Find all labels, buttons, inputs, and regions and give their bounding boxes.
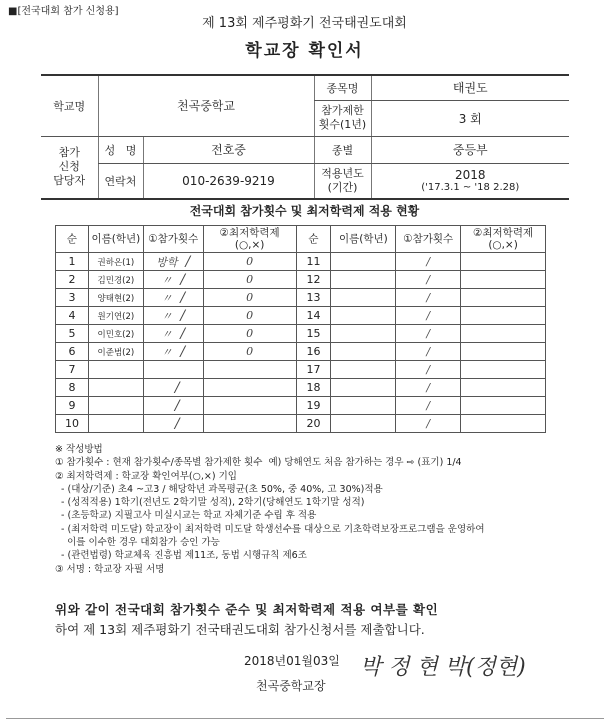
participation-count	[143, 343, 203, 361]
row-no: 5	[56, 325, 89, 343]
participation-count	[143, 361, 203, 379]
participation-count: /	[396, 397, 461, 415]
row-no: 17	[296, 361, 331, 379]
participation-count: /	[396, 379, 461, 397]
handwritten-mark: 방학	[156, 255, 178, 269]
student-name	[331, 271, 396, 289]
instruction-line: - (관련법령) 학교체육 진흥법 제11조, 동법 시행규칙 제6조	[55, 550, 307, 562]
handwritten-mark: 〃	[161, 345, 173, 359]
row-no: 19	[296, 397, 331, 415]
min-academic-check	[461, 379, 546, 397]
school-name-label: 학교명	[41, 75, 98, 136]
table-row	[56, 415, 546, 433]
row-no: 20	[296, 415, 331, 433]
min-academic-check	[203, 397, 296, 415]
student-name	[331, 325, 396, 343]
student-name: 권하온(1)	[88, 253, 143, 271]
student-name	[88, 415, 143, 433]
year-value: 2018	[454, 168, 486, 183]
limit-value: 3 회	[371, 100, 569, 136]
participation-count	[143, 307, 203, 325]
division-value: 중등부	[371, 136, 569, 163]
instruction-line: ※ 작성방법	[55, 444, 103, 455]
confirmation-text	[55, 600, 575, 640]
header-count-2: ①참가횟수	[396, 226, 461, 253]
year-label: 적용년도 (기간)	[314, 163, 371, 199]
instruction-line: - (최저학력 미도달) 학교장이 최저학력 미도달 학생선수를 대상으로 기초학력보장프로그램을 운영하여	[55, 523, 485, 535]
count-slash: /	[180, 307, 186, 324]
year-cell	[371, 163, 569, 199]
row-no: 10	[56, 415, 89, 433]
instruction-line: ③ 서명 : 학교장 자필 서명	[55, 563, 165, 575]
event-title: 제 13회 제주평화기 전국태권도대회	[202, 16, 407, 31]
document-title: 학교장 확인서	[245, 41, 364, 61]
instruction-line: 이를 이수한 경우 대회참가 승인 가능	[55, 537, 220, 549]
row-no: 1	[56, 253, 89, 271]
count-slash: /	[174, 397, 180, 414]
participation-count	[143, 415, 203, 433]
participation-count: /	[396, 289, 461, 307]
min-academic-check	[461, 271, 546, 289]
table-row	[56, 343, 546, 361]
row-no: 11	[296, 253, 331, 271]
section-title: 전국대회 참가횟수 및 최저학력제 적용 현황	[189, 204, 420, 218]
row-no: 12	[296, 271, 331, 289]
handwritten-mark: 〃	[161, 291, 173, 305]
row-no: 16	[296, 343, 331, 361]
name-value: 전호중	[143, 136, 314, 163]
header-name: 이름(학년)	[88, 226, 143, 253]
participation-count: /	[396, 271, 461, 289]
applicant-label: 참가 신청 담당자	[41, 136, 98, 199]
principal-title: 천곡중학교장	[256, 679, 326, 693]
instruction-line: ② 최저학력제 : 학교장 확인여부(○,×) 기입	[55, 470, 237, 482]
table-row	[56, 289, 546, 307]
min-academic-check: 0	[203, 289, 296, 307]
limit-label: 참가제한 횟수(1년)	[314, 100, 371, 136]
min-academic-check: 0	[203, 271, 296, 289]
min-academic-check	[461, 307, 546, 325]
min-academic-check	[461, 397, 546, 415]
header-no-2: 순	[296, 226, 331, 253]
table-row	[56, 397, 546, 415]
student-name	[331, 379, 396, 397]
handwritten-mark: 〃	[161, 327, 173, 341]
student-name	[88, 361, 143, 379]
participation-count: /	[396, 325, 461, 343]
table-row	[56, 325, 546, 343]
header-min: ②최저학력제 (○,×)	[203, 226, 296, 253]
count-slash: /	[174, 379, 180, 396]
row-no: 14	[296, 307, 331, 325]
division-label: 종별	[314, 136, 371, 163]
table-header-row	[56, 226, 546, 253]
min-academic-check	[203, 415, 296, 433]
student-name: 양태현(2)	[88, 289, 143, 307]
school-name-value: 천곡중학교	[98, 75, 314, 136]
header-no: 순	[56, 226, 89, 253]
info-table	[41, 74, 569, 200]
table-row	[56, 307, 546, 325]
student-name	[331, 343, 396, 361]
student-name	[331, 289, 396, 307]
participation-count	[143, 253, 203, 271]
header-count: ①참가횟수	[143, 226, 203, 253]
principal-signature: 박 정 현 박(정현)	[360, 655, 526, 680]
participation-count	[143, 289, 203, 307]
participation-count	[143, 325, 203, 343]
row-no: 8	[56, 379, 89, 397]
instruction-line: - (대상/기준) 초4 ~고3 / 해당학년 과목평균(초 50%, 중 40%, 고 30%)적용	[55, 483, 383, 495]
handwritten-mark: 〃	[161, 273, 173, 287]
handwritten-mark: 〃	[161, 309, 173, 323]
row-no: 18	[296, 379, 331, 397]
min-academic-check	[461, 289, 546, 307]
min-academic-check	[203, 361, 296, 379]
year-period: ('17.3.1 ~ '18 2.28)	[421, 182, 520, 194]
min-academic-check	[461, 253, 546, 271]
row-no: 2	[56, 271, 89, 289]
count-slash: /	[180, 343, 186, 360]
row-no: 15	[296, 325, 331, 343]
row-no: 4	[56, 307, 89, 325]
min-academic-check	[461, 361, 546, 379]
table-row	[56, 379, 546, 397]
min-academic-check	[461, 415, 546, 433]
participation-count	[143, 271, 203, 289]
row-no: 13	[296, 289, 331, 307]
instruction-line: ① 참가횟수 : 현재 참가횟수/종목별 참가제한 횟수 예) 당해연도 처음 참가하는 경우 ⇨ (표기) 1/4	[55, 457, 462, 469]
min-academic-check: 0	[203, 253, 296, 271]
student-name	[331, 397, 396, 415]
document-date: 2018년01월03일	[244, 654, 340, 668]
name-label: 성 명	[98, 136, 143, 163]
event-label: 종목명	[314, 75, 371, 100]
confirm-line-2: 하여 제 13회 제주평화기 전국태권도대회 참가신청서를 제출합니다.	[55, 622, 425, 637]
participation-count	[143, 397, 203, 415]
instructions	[55, 443, 595, 576]
contact-value: 010-2639-9219	[143, 163, 314, 199]
count-slash: /	[185, 253, 191, 270]
student-name: 원기연(2)	[88, 307, 143, 325]
row-no: 7	[56, 361, 89, 379]
count-slash: /	[180, 325, 186, 342]
table-row	[56, 271, 546, 289]
header-name-2: 이름(학년)	[331, 226, 396, 253]
student-name	[331, 361, 396, 379]
table-row	[56, 361, 546, 379]
instruction-line: - (초등학교) 지필고사 미실시교는 학교 자체기준 수립 후 적용	[55, 510, 317, 522]
min-academic-check	[203, 379, 296, 397]
event-value: 태권도	[371, 75, 569, 100]
student-name	[331, 307, 396, 325]
student-name: 이준범(2)	[88, 343, 143, 361]
participation-count: /	[396, 253, 461, 271]
contact-label: 연락처	[98, 163, 143, 199]
student-name	[88, 379, 143, 397]
count-slash: /	[180, 289, 186, 306]
min-academic-check	[461, 343, 546, 361]
bottom-rule	[6, 718, 604, 719]
participation-count: /	[396, 361, 461, 379]
participation-count: /	[396, 415, 461, 433]
header-min-2: ②최저학력제 (○,×)	[461, 226, 546, 253]
confirm-line-1: 위와 같이 전국대회 참가횟수 준수 및 최저학력제 적용 여부를 확인	[55, 602, 439, 617]
instruction-line: - (성적적용) 1학기(전년도 2학기말 성적), 2학기(당해연도 1학기말 성적)	[55, 497, 365, 509]
student-name: 이민호(2)	[88, 325, 143, 343]
participation-count	[143, 379, 203, 397]
row-no: 6	[56, 343, 89, 361]
min-academic-check: 0	[203, 343, 296, 361]
row-no: 3	[56, 289, 89, 307]
student-name: 김민경(2)	[88, 271, 143, 289]
form-tag: ■[전국대회 참가 신청용]	[8, 6, 119, 17]
row-no: 9	[56, 397, 89, 415]
count-slash: /	[180, 271, 186, 288]
student-name	[331, 253, 396, 271]
participation-count: /	[396, 343, 461, 361]
min-academic-check: 0	[203, 307, 296, 325]
participation-table	[55, 225, 546, 433]
student-name	[331, 415, 396, 433]
participation-count: /	[396, 307, 461, 325]
count-slash: /	[174, 415, 180, 432]
table-row	[56, 253, 546, 271]
student-name	[88, 397, 143, 415]
min-academic-check: 0	[203, 325, 296, 343]
min-academic-check	[461, 325, 546, 343]
